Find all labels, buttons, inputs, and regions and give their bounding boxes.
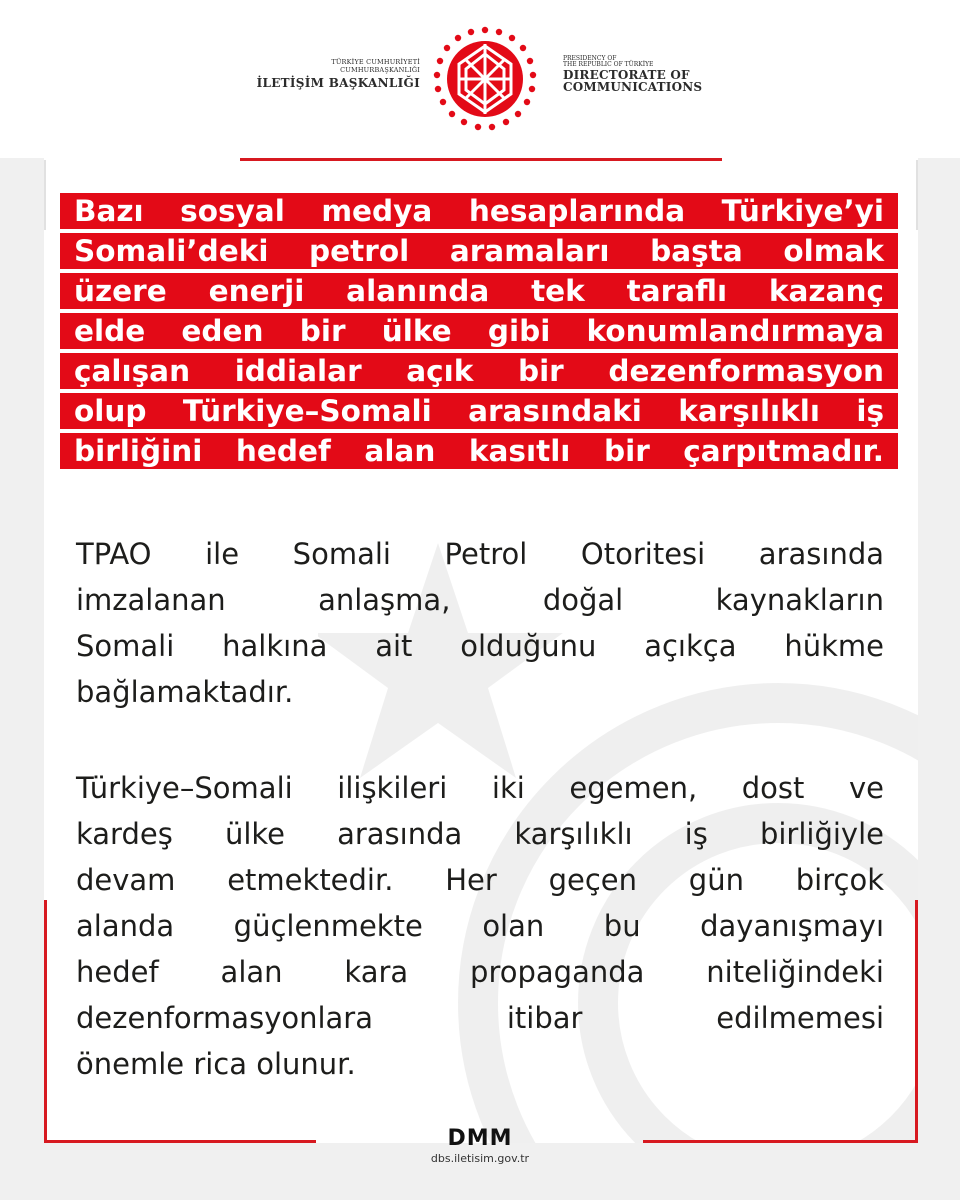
paragraph-line: devam etmektedir. Her geçen gün birçok — [76, 863, 884, 897]
logo-right-small-2: THE REPUBLIC OF TÜRKİYE — [563, 61, 654, 69]
logo-right-small-1: PRESIDENCY OF — [563, 55, 617, 62]
paragraph-line: önemle rica olunur. — [76, 1047, 356, 1081]
directorate-en-logo-text — [563, 56, 743, 94]
header — [0, 0, 960, 158]
logo-right-big-2: COMMUNICATIONS — [563, 80, 703, 95]
left-frame-line — [44, 160, 46, 230]
headline-line: çalışan iddialar açık bir dezenformasyon — [60, 353, 898, 389]
paragraph-line: Somali halkına ait olduğunu açıkça hükme — [76, 629, 884, 663]
bottom-right-red-line — [643, 1140, 918, 1143]
paragraph-line: alanda güçlenmekte olan bu dayanışmayı — [76, 909, 884, 943]
footer — [420, 1126, 540, 1165]
paragraph-line: kardeş ülke arasında karşılıklı iş birliğiyle — [76, 817, 884, 851]
paragraph-line: bağlamaktadır. — [76, 675, 294, 709]
headline-line: olup Türkiye–Somali arasındaki karşılıklı iş — [60, 393, 898, 429]
paragraph-line: Türkiye–Somali ilişkileri iki egemen, dost ve — [76, 771, 884, 805]
logo-left-big: İLETİŞİM BAŞKANLIĞI — [256, 76, 420, 90]
headline-line: birliğini hedef alan kasıtlı bir çarpıtmadır. — [60, 433, 898, 469]
paragraph-line: hedef alan kara propaganda niteliğindeki — [76, 955, 884, 989]
presidency-emblem-icon — [430, 24, 540, 134]
paragraph-2 — [76, 765, 884, 1087]
left-red-bracket — [44, 900, 47, 1143]
footer-website: dbs.iletisim.gov.tr — [430, 1152, 530, 1165]
headline-line: elde eden bir ülke gibi konumlandırmaya — [60, 313, 898, 349]
directorate-tr-logo-text — [250, 58, 420, 90]
paragraph-line: imzalanan anlaşma, doğal kaynakların — [76, 583, 884, 617]
right-red-bracket — [915, 900, 918, 1143]
headline-line: Bazı sosyal medya hesaplarında Türkiye’yi — [60, 193, 898, 229]
logo-right-big-1: DIRECTORATE OF — [563, 67, 690, 82]
headline-block — [60, 193, 898, 473]
headline-line: üzere enerji alanında tek taraflı kazanç — [60, 273, 898, 309]
headline-line: Somali’deki petrol aramaları başta olmak — [60, 233, 898, 269]
paragraph-line: dezenformasyonlara itibar edilmemesi — [76, 1001, 884, 1035]
top-red-divider — [240, 158, 722, 161]
right-frame-line — [916, 160, 918, 230]
logo-left-small: TÜRKİYE CUMHURİYETİ CUMHURBAŞKANLIĞI — [331, 58, 420, 74]
paragraph-line: TPAO ile Somali Petrol Otoritesi arasında — [76, 537, 884, 571]
bottom-left-red-line — [44, 1140, 316, 1143]
paragraph-1 — [76, 531, 884, 715]
dmm-logo: DMM — [447, 1126, 513, 1151]
